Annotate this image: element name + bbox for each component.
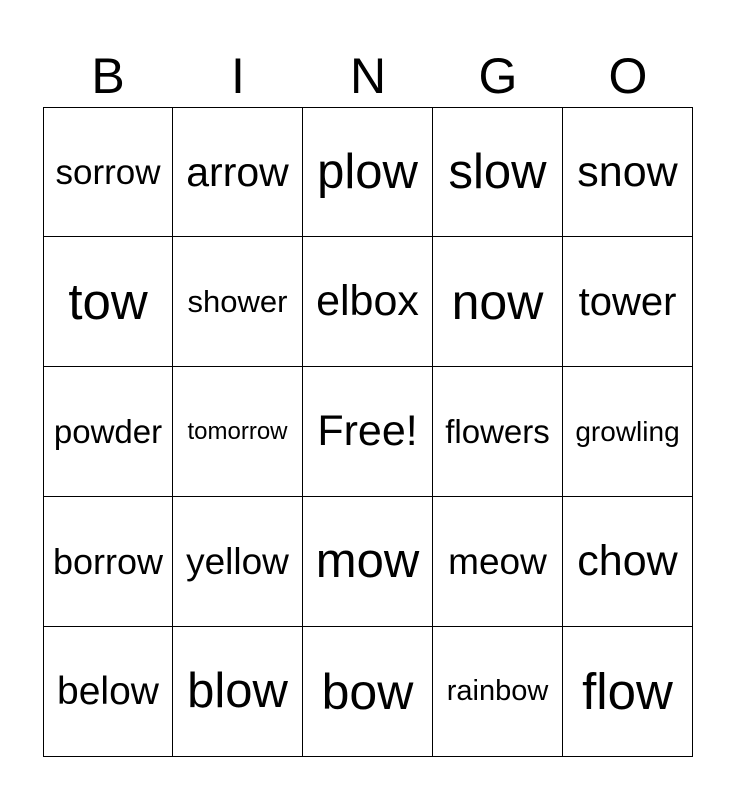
bingo-cell[interactable]: growling	[563, 367, 693, 497]
bingo-cell[interactable]: tomorrow	[173, 367, 303, 497]
bingo-cell[interactable]: bow	[303, 627, 433, 757]
bingo-cell[interactable]: tow	[43, 237, 173, 367]
bingo-cell[interactable]: plow	[303, 107, 433, 237]
bingo-cell[interactable]: elbox	[303, 237, 433, 367]
bingo-cell-free[interactable]: Free!	[303, 367, 433, 497]
bingo-cell[interactable]: arrow	[173, 107, 303, 237]
bingo-cell[interactable]: shower	[173, 237, 303, 367]
bingo-cell[interactable]: flow	[563, 627, 693, 757]
bingo-cell[interactable]: sorrow	[43, 107, 173, 237]
bingo-cell[interactable]: borrow	[43, 497, 173, 627]
bingo-cell[interactable]: mow	[303, 497, 433, 627]
header-letter-b: B	[91, 48, 125, 104]
header-letter-i: I	[231, 48, 245, 104]
bingo-cell[interactable]: powder	[43, 367, 173, 497]
bingo-cell[interactable]: snow	[563, 107, 693, 237]
bingo-cell[interactable]: blow	[173, 627, 303, 757]
bingo-cell[interactable]: chow	[563, 497, 693, 627]
bingo-cell[interactable]: slow	[433, 107, 563, 237]
bingo-header	[43, 44, 693, 108]
bingo-cell[interactable]: below	[43, 627, 173, 757]
bingo-cell[interactable]: flowers	[433, 367, 563, 497]
header-letter-g: G	[478, 48, 518, 104]
header-letter-n: N	[349, 48, 387, 104]
bingo-cell[interactable]: now	[433, 237, 563, 367]
bingo-cell[interactable]: yellow	[173, 497, 303, 627]
bingo-cell[interactable]: rainbow	[433, 627, 563, 757]
bingo-cell[interactable]: tower	[563, 237, 693, 367]
bingo-card	[43, 107, 693, 757]
header-letter-o: O	[608, 48, 648, 104]
bingo-cell[interactable]: meow	[433, 497, 563, 627]
